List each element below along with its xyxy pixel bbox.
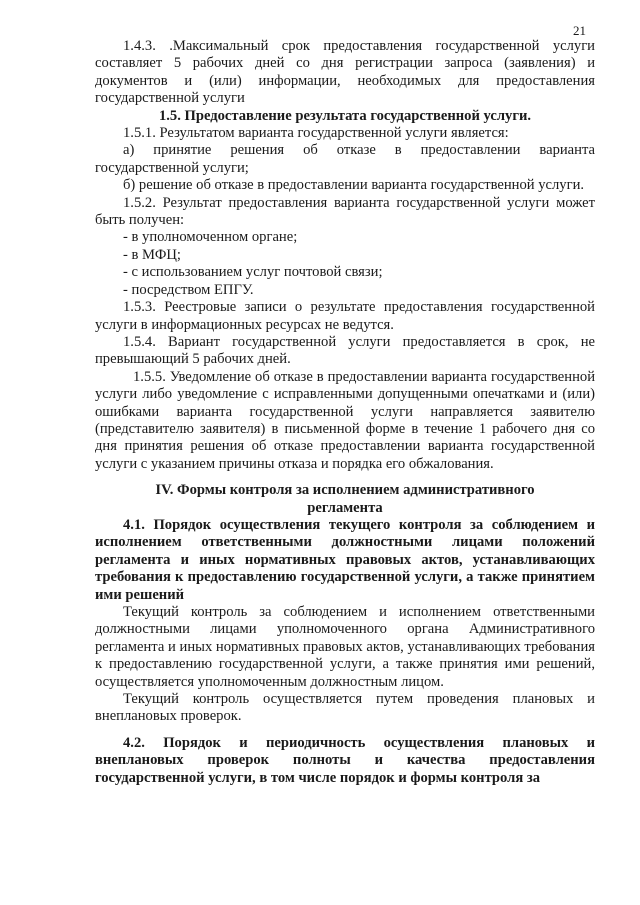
list-item: - с использованием услуг почтовой связи; <box>123 264 383 281</box>
heading-4-1: 4.1. Порядок осуществления текущего контроля за соблюдением и исполнением ответственными должностными лицами положений регламента и иных нормативных правовых актов, устанавливающих требования к предоставлению государственной услуги, а также принятием ими решений <box>95 516 595 603</box>
paragraph-1-5-2: 1.5.2. Результат предоставления варианта государственной услуги может быть получен: <box>95 194 595 229</box>
paragraph-1-5-1-b: б) решение об отказе в предоставлении варианта государственной услуги. <box>123 177 585 194</box>
paragraph-4-1-a: Текущий контроль за соблюдением и исполнением ответственными должностными лицами уполномоченного органа Административного регламента и иных нормативных правовых актов, устанавливающих требования к предоставлению государственной услуги, а также принятия ими решений, осуществляется уполномоченным должностным лицом. <box>95 604 595 690</box>
paragraph-1-5-1: 1.5.1. Результатом варианта государственной услуги является: <box>123 125 509 142</box>
heading-4-2: 4.2. Порядок и периодичность осуществления плановых и внеплановых проверок полноты и качества предоставления государственной услуги, в том числе порядок и формы контроля за <box>95 734 595 786</box>
page-number: 21 <box>573 23 586 38</box>
delivery-methods-list <box>95 229 595 299</box>
heading-section-iv: IV. Формы контроля за исполнением административного регламента <box>155 482 535 516</box>
document-body <box>95 38 595 787</box>
heading-1-5: 1.5. Предоставление результата государственной услуги. <box>158 107 532 124</box>
paragraph-1-4-3: 1.4.3. .Максимальный срок предоставления государственной услуги составляет 5 рабочих дней со дня регистрации запроса (заявления) и документов и (или) информации, необходимых для предоставления государственной услуги <box>95 38 595 107</box>
paragraph-4-1-b: Текущий контроль осуществляется путем проведения плановых и внеплановых проверок. <box>95 691 595 725</box>
list-item: - в МФЦ; <box>123 246 181 263</box>
paragraph-1-5-3: 1.5.3. Реестровые записи о результате предоставления государственной услуги в информационных ресурсах не ведутся. <box>95 299 595 333</box>
paragraph-1-5-5: 1.5.5. Уведомление об отказе в предоставлении варианта государственной услуги либо уведомление с исправленными допущенными опечатками и (или) ошибками варианта государственной услуги направляется заявителю (представителю заявителя) в письменной форме в течение 1 рабочего дня со дня принятия решения об отказе предоставлении варианта государственной услуги с указанием причины отказа и порядка его обжалования. <box>95 368 595 472</box>
paragraph-1-5-1-a: а) принятие решения об отказе в предоставлении варианта государственной услуги; <box>95 142 595 176</box>
paragraph-1-5-4: 1.5.4. Вариант государственной услуги предоставляется в срок, не превышающий 5 рабочих дней. <box>95 333 595 368</box>
list-item: - посредством ЕПГУ. <box>123 281 254 298</box>
list-item: - в уполномоченном органе; <box>123 229 298 246</box>
